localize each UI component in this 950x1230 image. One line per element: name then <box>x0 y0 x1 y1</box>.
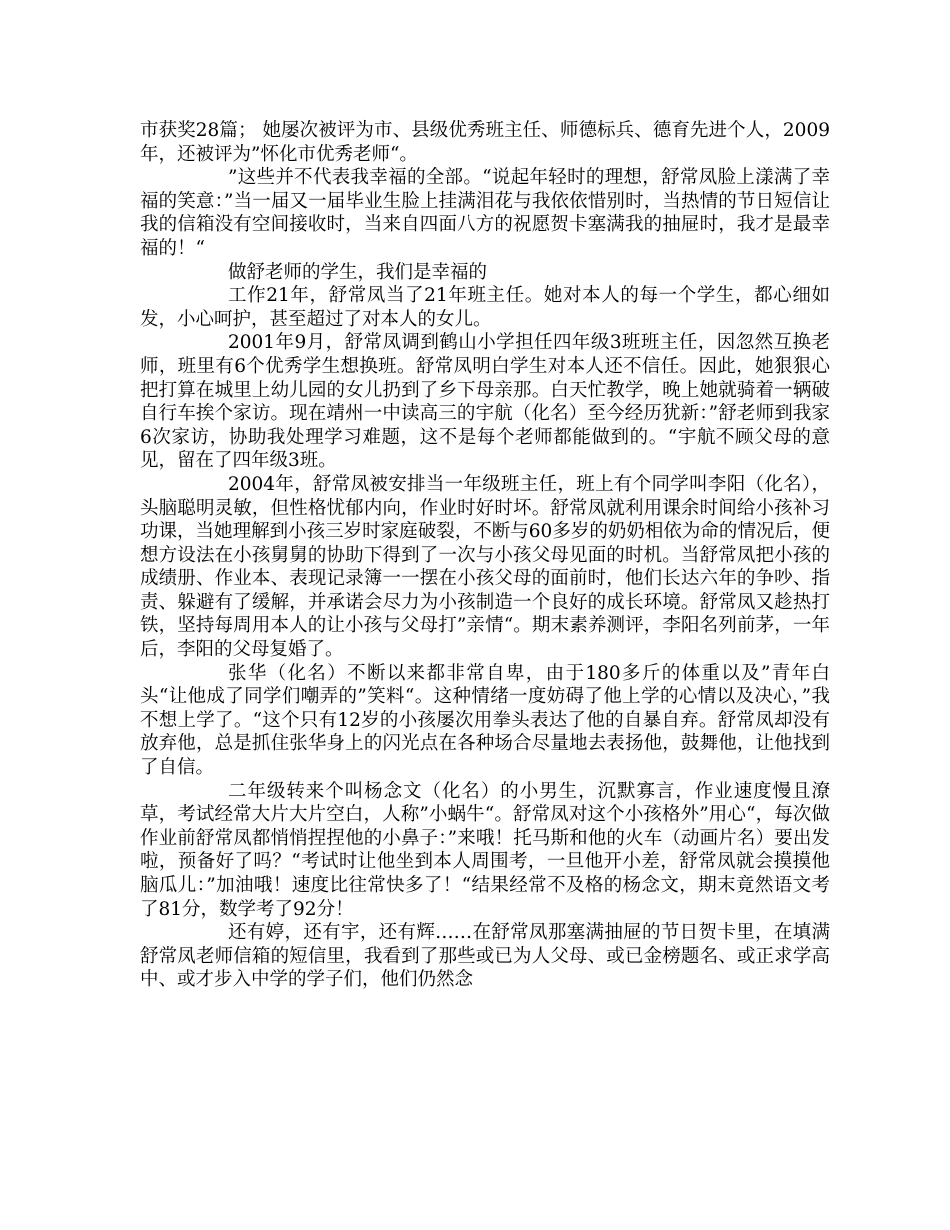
section-heading: 做舒老师的学生，我们是幸福的 <box>228 261 488 283</box>
paragraph-4: 工作21年，舒常凤当了21年班主任。她对本人的每一个学生，都心细如发，小心呵护，甚至超过了对本人的女儿。 <box>140 285 830 330</box>
paragraph-7: 张华（化名）不断以来都非常自卑，由于180多斤的体重以及”青年白头“让他成了同学们嘲弄的”笑料“。这种情绪一度妨碍了他上学的心情以及决心，”我不想上学了。“这个只有12岁的小孩屡次用拳头表达了他的自暴自弃。舒常凤却没有放弃他，总是抓住张华身上的闪光点在各种场合尽量地去表扬他，鼓舞他，让他找到了自信。 <box>140 662 830 779</box>
paragraph-5: 2001年9月，舒常凤调到鹤山小学担任四年级3班班主任，因忽然互换老师，班里有6个优秀学生想换班。舒常凤明白学生对本人还不信任。因此，她狠狠心把打算在城里上幼儿园的女儿扔到了乡下母亲那。白天忙教学，晚上她就骑着一辆破自行车挨个家访。现在靖州一中读高三的宇航（化名）至今经历犹新：”舒老师到我家6次家访，协助我处理学习难题，这不是每个老师都能做到的。“宇航不顾父母的意见，留在了四年级3班。 <box>140 332 830 472</box>
document-page <box>140 119 830 992</box>
paragraph-6: 2004年，舒常凤被安排当一年级班主任，班上有个同学叫李阳（化名），头脑聪明灵敏，但性格忧郁内向，作业时好时坏。舒常凤就利用课余时间给小孩补习功课，当她理解到小孩三岁时家庭破裂，不断与60多岁的奶奶相依为命的情况后，便想方设法在小孩舅舅的协助下得到了一次与小孩父母见面的时机。当舒常凤把小孩的成绩册、作业本、表现记录簿一一摆在小孩父母的面前时，他们长达六年的争吵、指责、躲避有了缓解，并承诺会尽力为小孩制造一个良好的成长环境。舒常凤又趁热打铁，坚持每周用本人的让小孩与父母打”亲情“。期末素养测评，李阳名列前茅，一年后，李阳的父母复婚了。 <box>140 473 830 661</box>
paragraph-9: 还有婷，还有宇，还有辉……在舒常凤那塞满抽屉的节日贺卡里，在填满舒常凤老师信箱的短信里，我看到了那些或已为人父母、或已金榜题名、或正求学高中、或才步入中学的学子们，他们仍然念 <box>140 922 830 991</box>
paragraph-8: 二年级转来个叫杨念文（化名）的小男生，沉默寡言，作业速度慢且潦草，考试经常大片大片空白，人称”小蜗牛“。舒常凤对这个小孩格外”用心“，每次做作业前舒常凤都悄悄捏捏他的小鼻子：”来哦！托马斯和他的火车（动画片名）要出发啦，预备好了吗？“考试时让他坐到本人周围考，一旦他开小差，舒常凤就会摸摸他脑瓜儿：”加油哦！速度比往常快多了！“结果经常不及格的杨念文，期末竟然语文考了81分，数学考了92分！ <box>140 780 830 920</box>
paragraph-2: ”这些并不代表我幸福的全部。“说起年轻时的理想，舒常凤脸上漾满了幸福的笑意：”当一届又一届毕业生脸上挂满泪花与我依依惜别时，当热情的节日短信让我的信箱没有空间接收时，当来自四面八方的祝愿贺卡塞满我的抽屉时，我才是最幸福的！“ <box>140 167 830 259</box>
paragraph-1: 市获奖28篇； 她屡次被评为市、县级优秀班主任、师德标兵、德育先进个人，2009年，还被评为”怀化市优秀老师“。 <box>140 120 830 165</box>
